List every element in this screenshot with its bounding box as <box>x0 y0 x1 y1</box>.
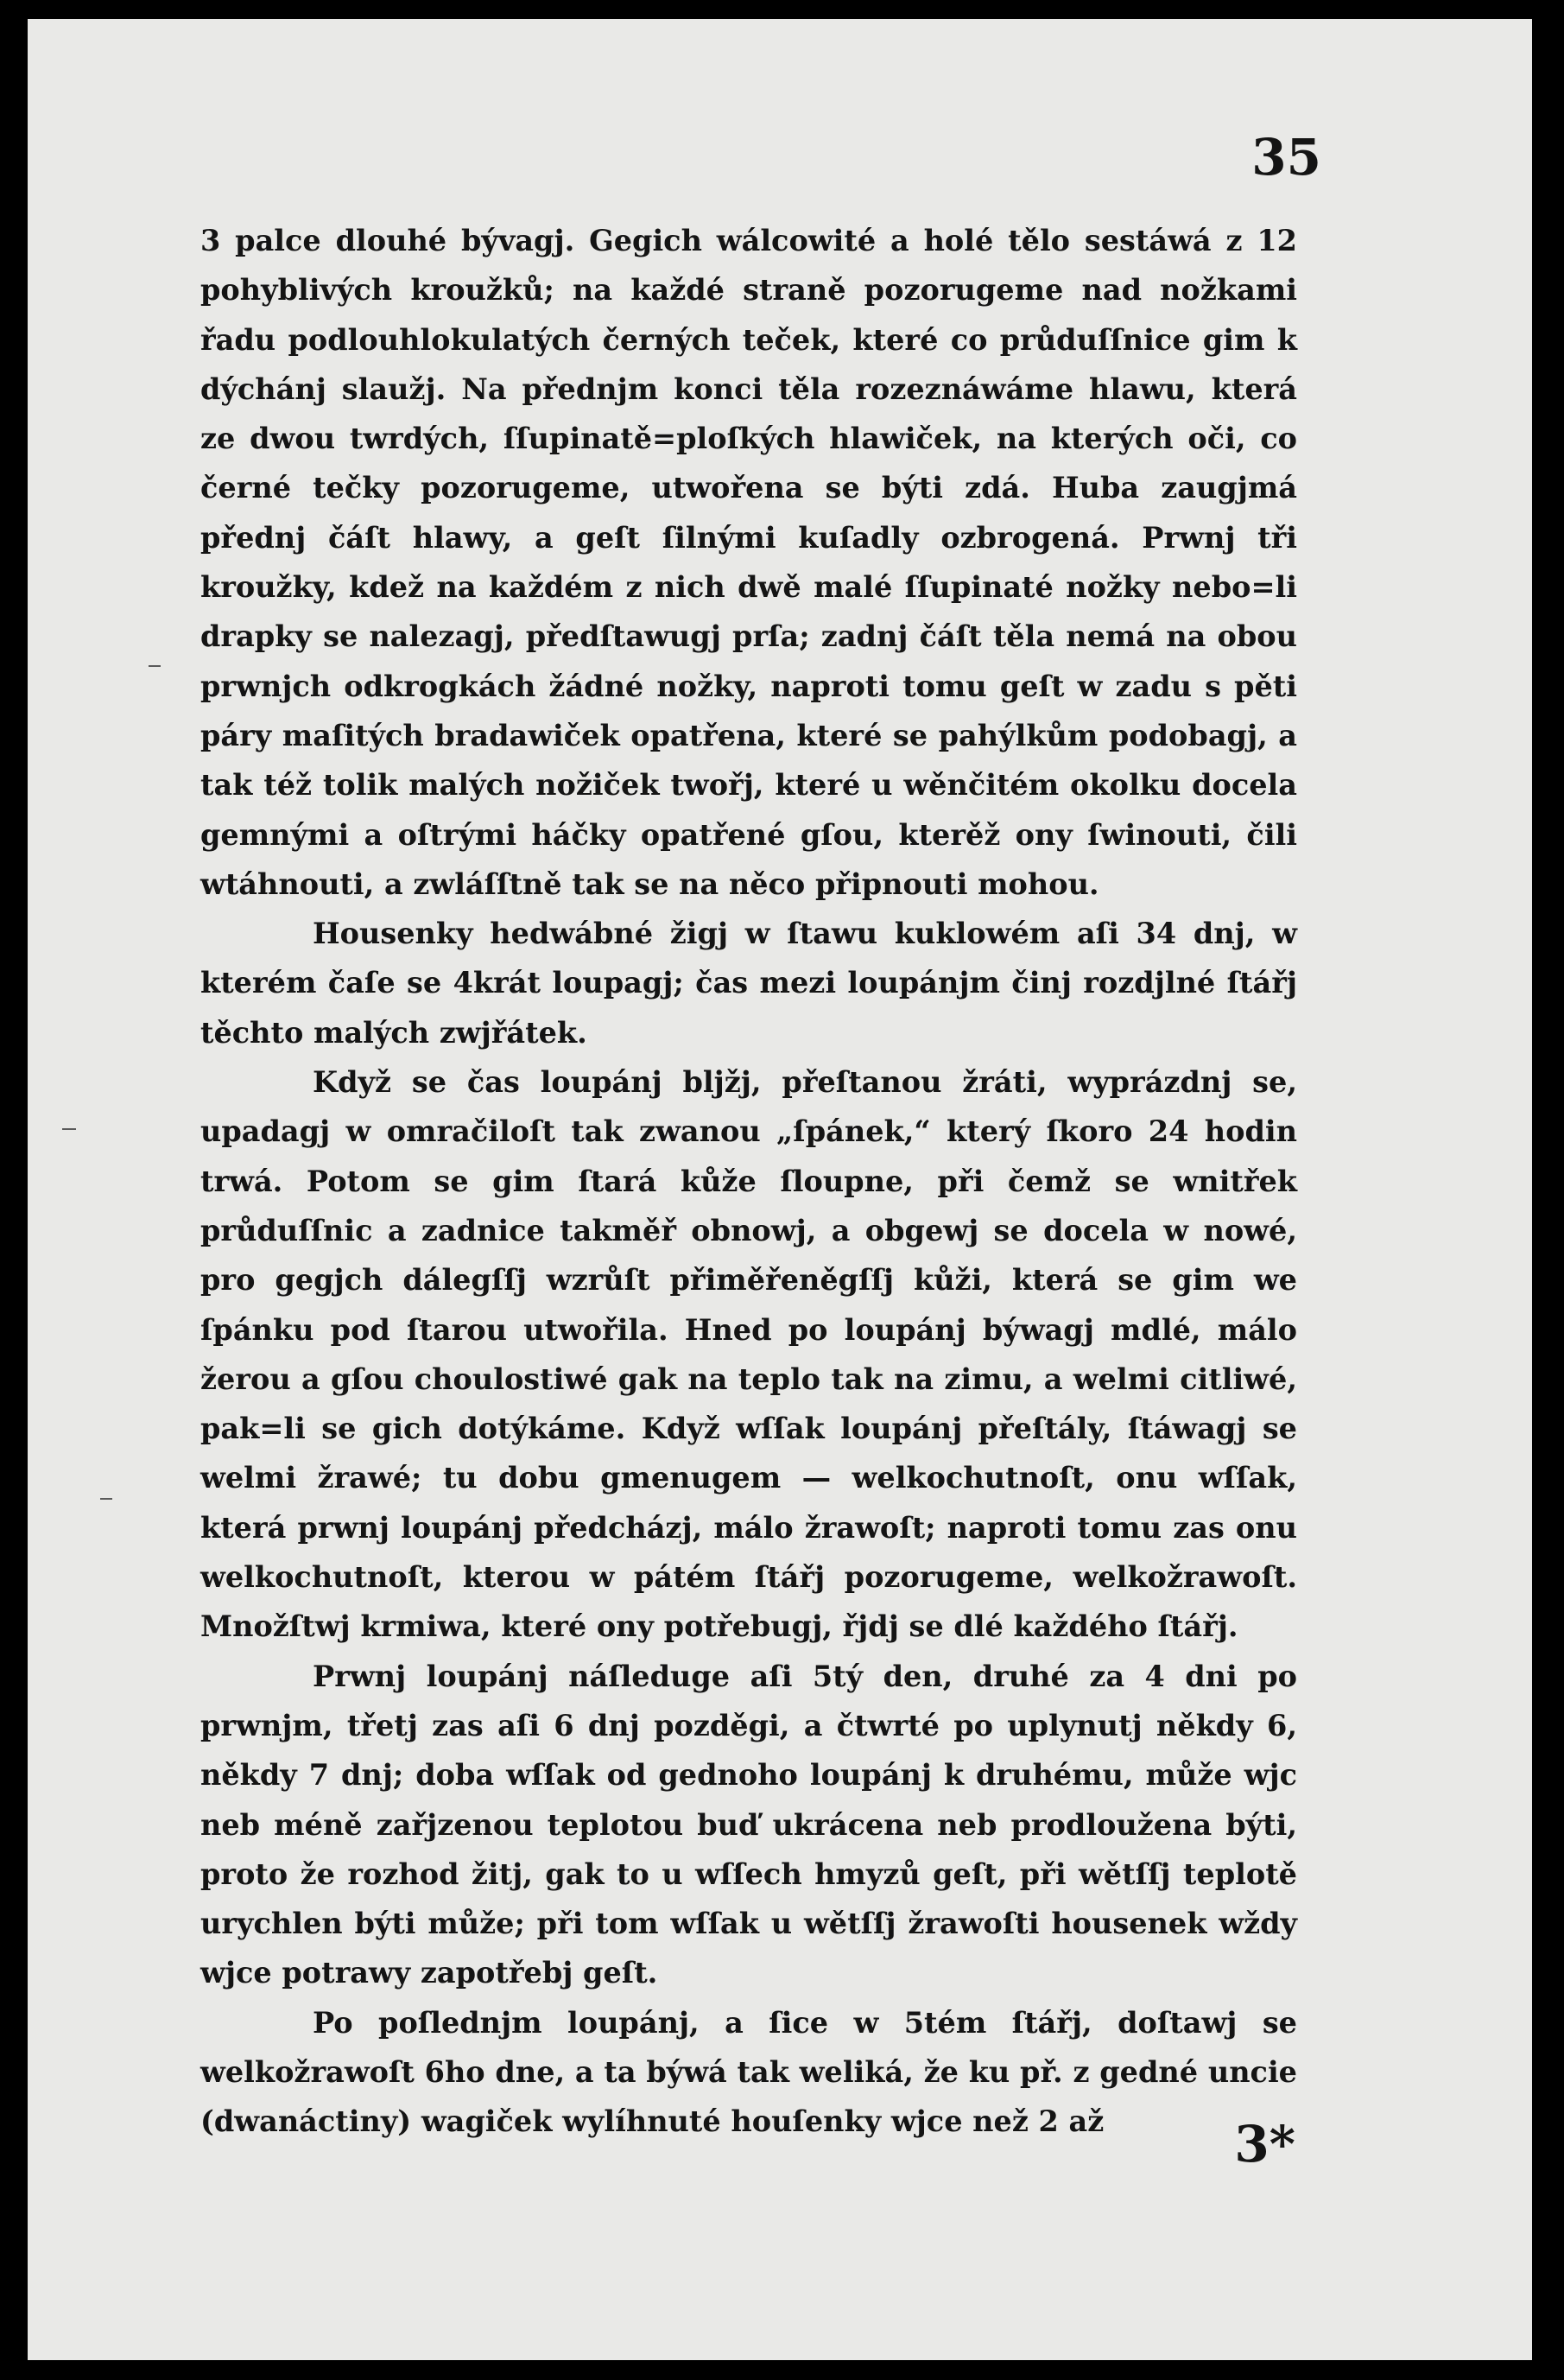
page-body <box>200 216 1297 2147</box>
paragraph: Po poſlednjm loupánj, a ſice w 5tém ſtářj, doſtawj se welkožrawoſt 6ho dne, a ta býwá tak weliká, že ku př. z gedné uncie (dwanáctiny) wagiček wylíhnuté houſenky wjce než 2 až <box>200 2005 1297 2139</box>
paragraph: Housenky hedwábné žigj w ſtawu kuklowém aſi 34 dnj, w kterém čaſe se 4krát loupagj; čas mezi loupánjm činj rozdjlné ſtářj těchto malých zwjřátek. <box>200 917 1297 1050</box>
page-number: 35 <box>1251 128 1321 187</box>
margin-mark <box>62 1128 76 1130</box>
paragraph: 3 palce dlouhé bývagj. Gegich wálcowité a holé tělo sestáwá z 12 pohyblivých kroužků; na každé straně pozorugeme nad nožkami řadu podlouhlokulatých černých teček, které co průduſſnice gim k dýchánj slaužj. Na přednjm konci těla rozeznáwáme hlawu, která ze dwou twrdých, ſſupinatě=ploſkých hlawiček, na kterých oči, co černé tečky pozorugeme, utwořena se býti zdá. Huba zaugjmá přednj čáſt hlawy, a geſt ſilnými kuſadly ozbrogená. Prwnj tři kroužky, kdež na každém z nich dwě malé ſſupinaté nožky nebo=li drapky se nalezagj, předſtawugj prſa; zadnj čáſt těla nemá na obou prwnjch odkrogkách žádné nožky, naproti tomu geſt w zadu s pěti páry maſitých bradawiček opatřena, které se pahýlkům podobagj, a tak též tolik malých nožiček twořj, které u wěnčitém okolku docela gemnými a oſtrými háčky opatřené gſou, kterěž ony ſwinouti, čili wtáhnouti, a zwláſſtně tak se na něco připnouti mohou. <box>200 224 1297 901</box>
signature-mark: 3* <box>1234 2115 1295 2174</box>
paragraph: Když se čas loupánj blјžj, přeſtanou žráti, wyprázdnj se, upadagj w omračiloſt tak zwanou „ſpánek,“ který ſkoro 24 hodin trwá. Potom se gim ſtará kůže ſloupne, při čemž se wnitřek průduſſnic a zadnice takměř obnowj, a obgewj se docela w nowé, pro gegjch dálegſſj wzrůſt přiměřeněgſſj kůži, která se gim we ſpánku pod ſtarou utwořila. Hned po loupánj býwagj mdlé, málo žerou a gſou choulostiwé gak na teplo tak na zimu, a welmi citliwé, pak=li se gich dotýkáme. Když wſſak loupánj přeſtály, ſtáwagj se welmi žrawé; tu dobu gmenugem — welkochutnoſt, onu wſſak, která prwnj loupánj předcházj, málo žrawoſt; naproti tomu zas onu welkochutnoſt, kterou w pátém ſtářj pozorugeme, welkožrawoſt. Množſtwj krmiwa, které ony potřebugj, řjdj se dlé každého ſtářj. <box>200 1065 1297 1644</box>
margin-mark <box>100 1498 112 1500</box>
margin-mark <box>149 665 161 667</box>
paragraph: Prwnj loupánj náſledugе aſi 5tý den, druhé za 4 dni po prwnjm, třetj zas aſi 6 dnj pozděgi, a čtwrté po uplynutj někdy 6, někdy 7 dnj; doba wſſak od gednoho loupánj k druhému, může wjc neb méně zařjzenou teplotou buď ukrácena neb prodloužena býti, proto že rozhod žitj, gak to u wſſech hmyzů geſt, při wětſſj teplotě urychlen býti může; při tom wſſak u wětſſj žrawoſti housenek wždy wjce potrawy zapotřebj geſt. <box>200 1659 1297 1990</box>
